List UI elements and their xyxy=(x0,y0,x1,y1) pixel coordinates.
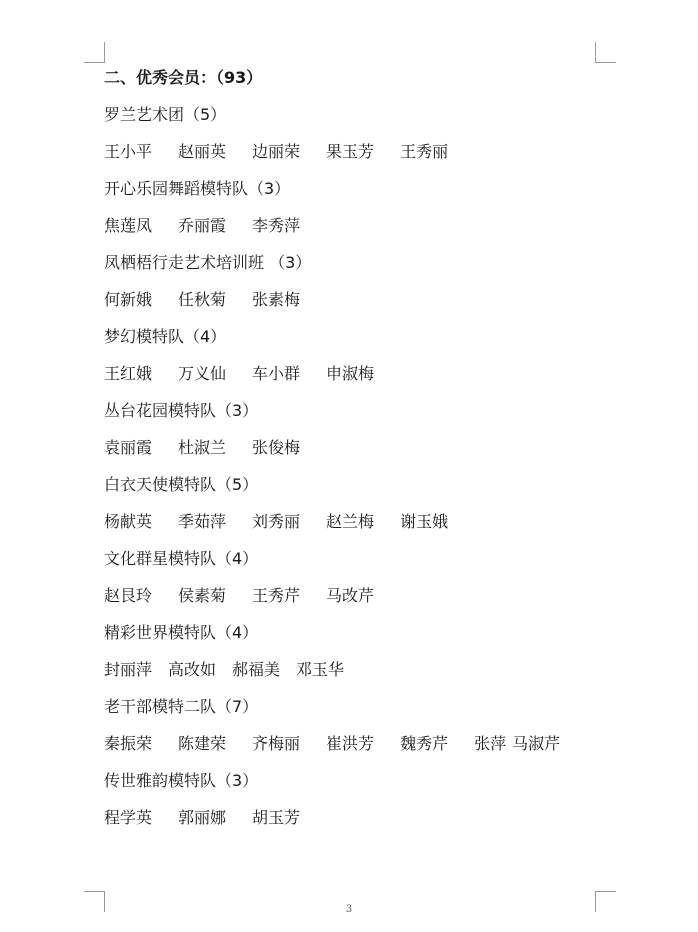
member-name: 杜淑兰 xyxy=(178,438,227,457)
member-name: 王秀丽 xyxy=(400,142,449,161)
member-name: 齐梅丽 xyxy=(252,734,301,753)
page-number: 3 xyxy=(345,904,353,915)
member-name: 郭丽娜 xyxy=(178,808,227,827)
group-title: 开心乐园舞蹈模特队（3） xyxy=(104,179,291,198)
group-title: 白衣天使模特队（5） xyxy=(104,475,259,494)
member-name: 果玉芳 xyxy=(326,142,375,161)
member-name: 谢玉娥 xyxy=(400,512,449,531)
group-title: 文化群星模特队（4） xyxy=(104,549,259,568)
member-name: 邓玉华 xyxy=(296,660,345,679)
member-name: 赵艮玲 xyxy=(104,586,153,605)
member-name: 边丽荣 xyxy=(252,142,301,161)
member-name: 车小群 xyxy=(252,364,301,383)
member-name: 高改如 xyxy=(168,660,217,679)
member-name: 马改芹 xyxy=(326,586,375,605)
member-name: 侯素菊 xyxy=(178,586,227,605)
member-name: 张素梅 xyxy=(252,290,301,309)
group-title: 丛台花园模特队（3） xyxy=(104,401,259,420)
member-name: 任秋菊 xyxy=(178,290,227,309)
member-row xyxy=(104,364,604,384)
member-name: 李秀萍 xyxy=(252,216,301,235)
group-title: 凤栖梧行走艺术培训班 （3） xyxy=(104,253,312,272)
group-title: 老干部模特二队（7） xyxy=(104,697,259,716)
member-name: 焦莲凤 xyxy=(104,216,153,235)
member-name: 何新娥 xyxy=(104,290,153,309)
member-name: 张俊梅 xyxy=(252,438,301,457)
member-name: 杨献英 xyxy=(104,512,153,531)
group-title: 传世雅韵模特队（3） xyxy=(104,771,259,790)
member-name: 封丽萍 xyxy=(104,660,153,679)
group-title: 梦幻模特队（4） xyxy=(104,327,227,346)
page-corner-top-left xyxy=(84,42,105,63)
page-corner-top-right xyxy=(595,42,616,63)
member-row xyxy=(104,734,604,754)
member-name: 陈建荣 xyxy=(178,734,227,753)
member-name: 程学英 xyxy=(104,808,153,827)
group-title: 精彩世界模特队（4） xyxy=(104,623,259,642)
member-name: 魏秀芹 xyxy=(400,734,449,753)
document-body xyxy=(104,68,604,845)
member-name: 申淑梅 xyxy=(326,364,375,383)
member-name: 袁丽霞 xyxy=(104,438,153,457)
member-name: 张萍 xyxy=(474,734,507,753)
member-row xyxy=(104,586,604,606)
member-name: 郝福美 xyxy=(232,660,281,679)
member-name: 王小平 xyxy=(104,142,153,161)
member-row xyxy=(104,216,604,236)
member-name: 乔丽霞 xyxy=(178,216,227,235)
member-row xyxy=(104,512,604,532)
member-name: 万义仙 xyxy=(178,364,227,383)
member-name: 胡玉芳 xyxy=(252,808,301,827)
member-row xyxy=(104,290,604,310)
member-row xyxy=(104,142,604,162)
member-row xyxy=(104,808,604,828)
group-title: 罗兰艺术团（5） xyxy=(104,105,227,124)
member-groups xyxy=(104,105,604,828)
section-heading: 二、优秀会员：（93） xyxy=(104,68,263,87)
member-name: 马淑芹 xyxy=(512,734,561,753)
member-name: 季茹萍 xyxy=(178,512,227,531)
member-name: 王秀芹 xyxy=(252,586,301,605)
member-name: 赵兰梅 xyxy=(326,512,375,531)
member-name: 刘秀丽 xyxy=(252,512,301,531)
member-name: 崔洪芳 xyxy=(326,734,375,753)
member-name: 赵丽英 xyxy=(178,142,227,161)
member-row xyxy=(104,438,604,458)
member-name: 秦振荣 xyxy=(104,734,153,753)
member-name: 王红娥 xyxy=(104,364,153,383)
member-row xyxy=(104,660,604,680)
